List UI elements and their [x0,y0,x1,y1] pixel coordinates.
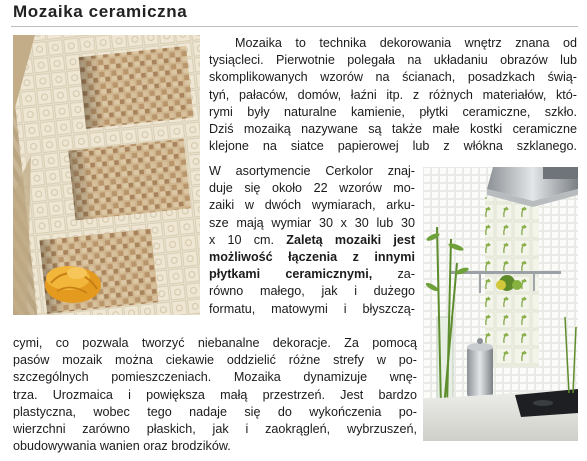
text-line: tysiącleci. Pierwotnie polegała na układaniu obrazów lub [209,53,577,68]
text-plain: za- [397,267,415,282]
closing-paragraph [13,335,417,455]
text-line: Mozaika to technika dekorowania wnętrz znana od [235,36,577,50]
text-line: wierzchni zarówno płaskich, jak i zaokrągleń, wybrzuszeń, [13,421,417,436]
text-line: tyń, pałaców, domów, łaźni itp. z różnych materiałów, któ- [209,87,577,102]
mosaic-niches-photo [13,35,200,315]
text-line: rymi były naturalne kamienie, płytki ceramiczne, szkło. [209,104,577,119]
text-plain: x 10 cm. [209,232,275,247]
text-line: cymi, co pozwala tworzyć niebanalne dekoracje. Za pomocą [13,336,417,350]
text-line: pasów mozaik można ciekawie oddzielić różne strefy w po- [13,353,417,368]
text-line: klejone na siatce papierowej lub z włókna szklanego. [209,139,577,154]
text-line: obudowywania wanien oraz brodzików. [13,439,231,454]
text-line: zaiki w dwóch wymiarach, arku- [209,198,415,213]
text-line: sze mają wymiar 30 x 30 lub 30 [209,215,415,230]
text-bold: płytkami ceramicznymi, [209,267,373,282]
text-line [209,249,415,266]
article-title: Mozaika ceramiczna [13,2,188,21]
text-bold: Zaletą mozaiki jest [286,232,416,247]
assortment-paragraph [209,163,415,318]
text-line [209,232,415,249]
text-line: równo małego, jak i dużego [209,284,415,299]
text-line: skomplikowanych wzorów na ścianach, posadzkach świą- [209,70,577,85]
kitchen-photo [423,167,578,441]
text-line: W asortymencie Cerkolor znaj- [209,164,415,178]
text-line: trza. Urozmaica i powiększa małą przestrzeń. Jest bardzo [13,387,417,402]
text-line: formatu, matowymi i błyszczą- [209,301,415,316]
text-line: szczególnych pomieszczeniach. Mozaika dynamizuje wnę- [13,370,417,385]
text-line: duje się około 22 wzorów mo- [209,181,415,196]
title-divider [11,26,578,27]
intro-paragraph [209,35,577,155]
text-line [209,266,415,283]
text-line: plastyczna, wobec tego nadaje się do wykończenia po- [13,404,417,419]
text-bold: możliwość łączenia z innymi [209,249,415,264]
text-line: Dziś mozaiką nazywane są także małe kostki ceramiczne [209,121,577,136]
